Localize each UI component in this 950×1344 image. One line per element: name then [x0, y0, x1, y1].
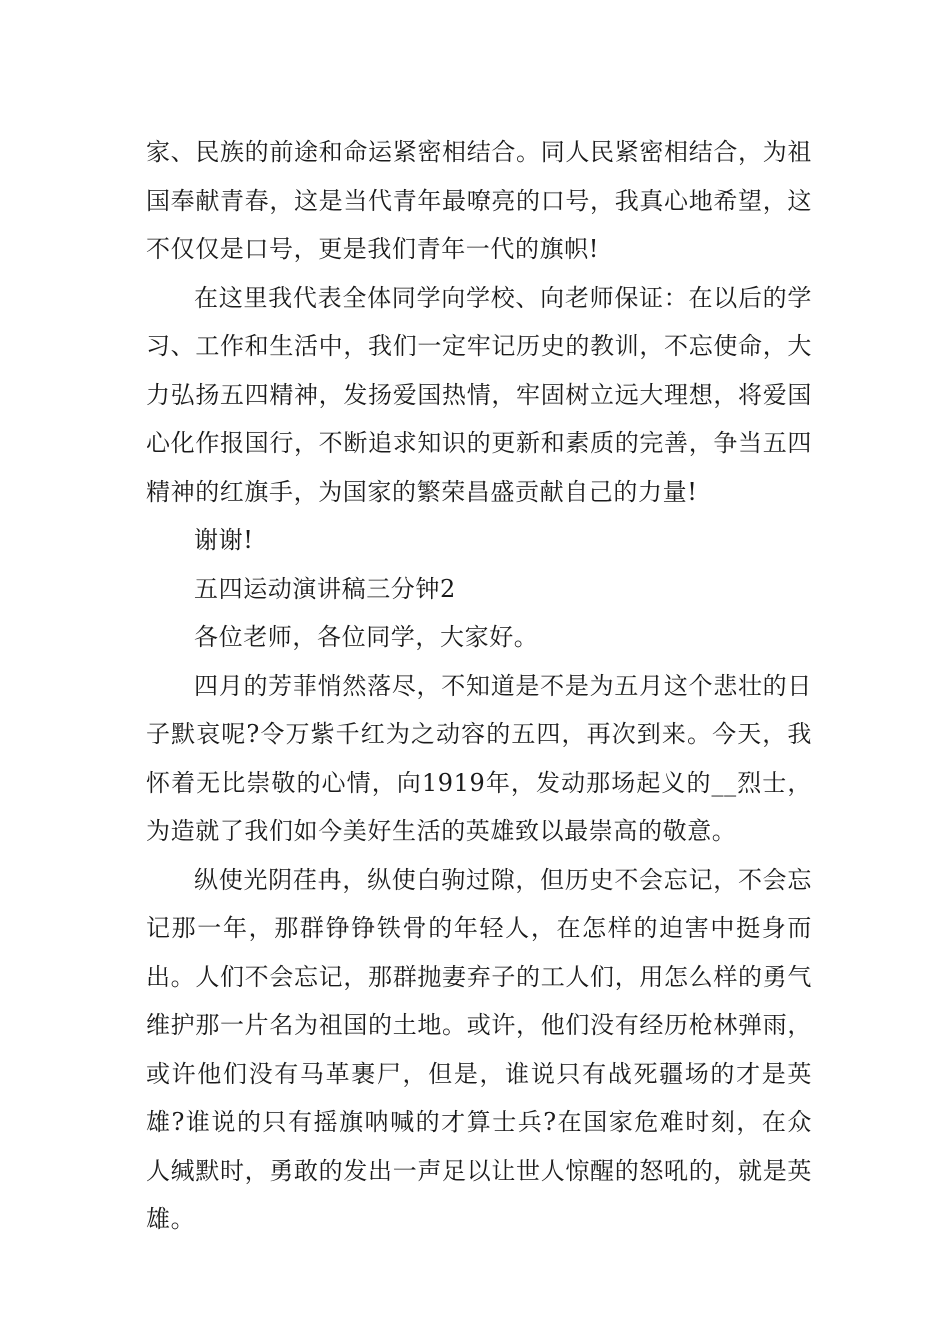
paragraph: 在这里我代表全体同学向学校、向老师保证：在以后的学习、工作和生活中，我们一定牢记历史的教训，不忘使命，大力弘扬五四精神，发扬爱国热情，牢固树立远大理想，将爱国心化作报国行，不断追求知识的更新和素质的完善，争当五四精神的红旗手，为国家的繁荣昌盛贡献自己的力量!	[146, 283, 812, 506]
document-body	[146, 128, 812, 1244]
paragraph: 家、民族的前途和命运紧密相结合。同人民紧密相结合，为祖国奉献青春，这是当代青年最嘹亮的口号，我真心地希望，这不仅仅是口号，更是我们青年一代的旗帜!	[146, 138, 812, 263]
greeting: 各位老师，各位同学，大家好。	[194, 623, 539, 651]
paragraph: 四月的芳菲悄然落尽，不知道是不是为五月这个悲壮的日子默哀呢?令万紫千红为之动容的五四，再次到来。今天，我怀着无比崇敬的心情，向1919年，发动那场起义的__烈士，为造就了我们如今美好生活的英雄致以最崇高的敬意。	[146, 671, 812, 845]
paragraph: 谢谢!	[194, 526, 254, 554]
paragraph: 纵使光阴荏冉，纵使白驹过隙，但历史不会忘记，不会忘记那一年，那群铮铮铁骨的年轻人，在怎样的迫害中挺身而出。人们不会忘记，那群抛妻弃子的工人们，用怎么样的勇气维护那一片名为祖国的土地。或许，他们没有经历枪林弹雨，或许他们没有马革裹尸，但是，谁说只有战死疆场的才是英雄?谁说的只有摇旗呐喊的才算士兵?在国家危难时刻，在众人缄默时，勇敢的发出一声足以让世人惊醒的怒吼的，就是英雄。	[146, 865, 812, 1233]
section-heading: 五四运动演讲稿三分钟2	[194, 574, 456, 603]
